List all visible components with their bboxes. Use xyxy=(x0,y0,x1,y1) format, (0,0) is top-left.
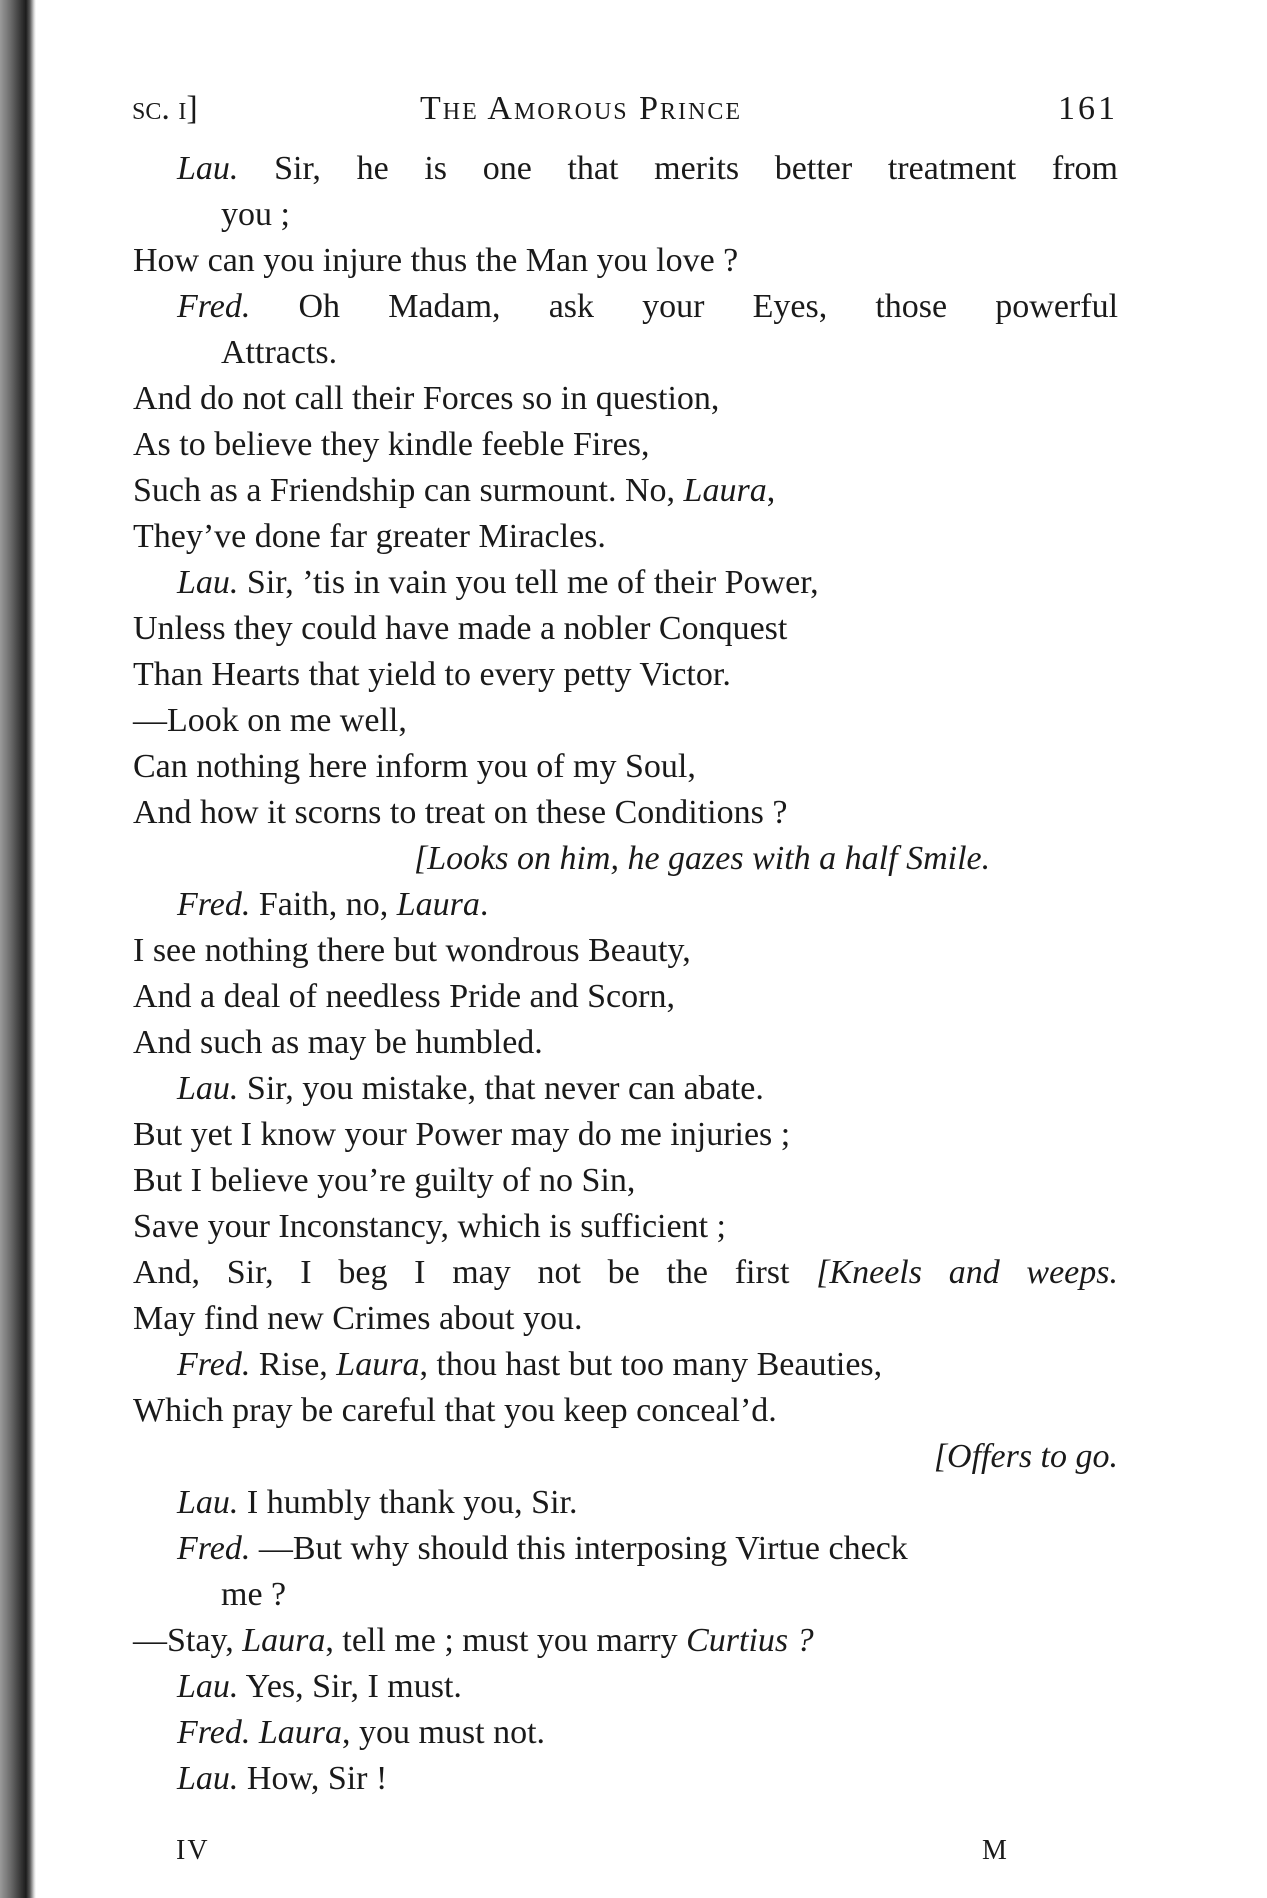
scene-marker: sc. i] xyxy=(132,90,198,127)
text-line xyxy=(133,284,1118,330)
line-text: —Stay, xyxy=(133,1622,243,1659)
line-text-tail: , tell me ; must you marry xyxy=(325,1622,687,1659)
line-text: How, Sir ! xyxy=(246,1760,388,1797)
text-line xyxy=(133,974,1118,1020)
text-line xyxy=(133,376,1118,422)
text-line xyxy=(133,1526,1118,1572)
line-text: May find new Crimes about you. xyxy=(133,1300,583,1337)
line-text: Such as a Friendship can surmount. No, xyxy=(133,472,684,509)
text-line xyxy=(133,1664,1118,1710)
text-line xyxy=(133,1158,1118,1204)
speaker-name: Fred. xyxy=(177,886,251,923)
text-line xyxy=(133,1756,1118,1802)
running-head xyxy=(132,90,1118,140)
line-text: Can nothing here inform you of my Soul, xyxy=(133,748,696,785)
text-line xyxy=(133,698,1118,744)
line-text-tail: , xyxy=(766,472,776,509)
line-text: me ? xyxy=(221,1576,287,1613)
italic-name: Laura xyxy=(242,1622,326,1659)
line-text: They’ve done far greater Miracles. xyxy=(133,518,606,555)
text-line xyxy=(133,1710,1118,1756)
page-number: 161 xyxy=(1058,90,1118,127)
line-text: Than Hearts that yield to every petty Victor. xyxy=(133,656,731,693)
italic-name: Laura xyxy=(336,1346,420,1383)
line-text: Save your Inconstancy, which is sufficient ; xyxy=(133,1208,726,1245)
text-line xyxy=(133,146,1118,192)
line-text: Attracts. xyxy=(221,334,338,371)
text-line xyxy=(133,1250,1118,1296)
line-text: —Look on me well, xyxy=(133,702,407,739)
line-text: , you must not. xyxy=(341,1714,546,1751)
text-line xyxy=(133,560,1118,606)
text-line xyxy=(133,1066,1118,1112)
line-text: Rise, xyxy=(258,1346,337,1383)
speaker-name: Fred. xyxy=(177,288,251,325)
line-text-tail: , thou hast but too many Beauties, xyxy=(419,1346,883,1383)
text-line xyxy=(133,652,1118,698)
text-line xyxy=(133,514,1118,560)
text-line xyxy=(133,1618,1118,1664)
line-text: But yet I know your Power may do me injuries ; xyxy=(133,1116,791,1153)
line-text: And, Sir, I beg I may not be the first xyxy=(133,1254,790,1291)
page-binding-edge xyxy=(0,0,36,1898)
text-line xyxy=(133,1204,1118,1250)
gathering-signature: M xyxy=(982,1835,1007,1866)
line-text: And such as may be humbled. xyxy=(133,1024,543,1061)
stage-direction: [Offers to go. xyxy=(933,1438,1118,1475)
italic-name: Curtius ? xyxy=(686,1622,814,1659)
speaker-name: Lau. xyxy=(177,1484,239,1521)
page-footer xyxy=(132,1835,1118,1875)
line-text: Sir, he is one that merits better treatment from xyxy=(274,150,1118,187)
line-text: —But why should this interposing Virtue check xyxy=(258,1530,908,1567)
text-line xyxy=(133,1296,1118,1342)
text-line xyxy=(133,192,1118,238)
text-line xyxy=(133,790,1118,836)
line-text: I humbly thank you, Sir. xyxy=(246,1484,578,1521)
text-line xyxy=(133,836,1118,882)
line-text: As to believe they kindle feeble Fires, xyxy=(133,426,650,463)
speaker-name: Fred. xyxy=(177,1714,251,1751)
line-text: Yes, Sir, I must. xyxy=(245,1668,462,1705)
line-text: Faith, no, xyxy=(258,886,397,923)
speaker-name: Fred. xyxy=(177,1346,251,1383)
line-text: Oh Madam, ask your Eyes, those powerful xyxy=(298,288,1118,325)
text-line xyxy=(133,1112,1118,1158)
italic-name: Laura xyxy=(683,472,767,509)
italic-name: Laura xyxy=(258,1714,342,1751)
line-text: Unless they could have made a nobler Conquest xyxy=(133,610,788,647)
text-line xyxy=(133,882,1118,928)
text-line xyxy=(133,606,1118,652)
speaker-name: Lau. xyxy=(177,1070,239,1107)
line-text: Sir, you mistake, that never can abate. xyxy=(246,1070,764,1107)
line-text: And do not call their Forces so in question, xyxy=(133,380,720,417)
speaker-name: Lau. xyxy=(177,564,239,601)
book-title: The Amorous Prince xyxy=(420,90,743,127)
speaker-name: Fred. xyxy=(177,1530,251,1567)
volume-signature: IV xyxy=(176,1835,210,1866)
text-line xyxy=(133,422,1118,468)
line-text: How can you injure thus the Man you love ? xyxy=(133,242,739,279)
speaker-name: Lau. xyxy=(177,150,239,187)
text-line xyxy=(133,1572,1118,1618)
play-text xyxy=(133,146,1118,1802)
line-text: And a deal of needless Pride and Scorn, xyxy=(133,978,675,1015)
stage-direction: [Kneels and weeps. xyxy=(816,1254,1118,1291)
text-line xyxy=(133,928,1118,974)
speaker-name: Lau. xyxy=(177,1668,239,1705)
line-text: And how it scorns to treat on these Conditions ? xyxy=(133,794,788,831)
line-text: I see nothing there but wondrous Beauty, xyxy=(133,932,691,969)
text-line xyxy=(133,1480,1118,1526)
line-text: Sir, ’tis in vain you tell me of their Power, xyxy=(246,564,819,601)
line-text-tail: . xyxy=(479,886,489,923)
stage-direction: [Looks on him, he gazes with a half Smile. xyxy=(414,840,991,877)
italic-name: Laura xyxy=(396,886,480,923)
text-line xyxy=(133,744,1118,790)
line-text: Which pray be careful that you keep conceal’d. xyxy=(133,1392,777,1429)
speaker-name: Lau. xyxy=(177,1760,239,1797)
text-line xyxy=(133,1342,1118,1388)
text-line xyxy=(133,1388,1118,1434)
line-text: you ; xyxy=(221,196,290,233)
text-line xyxy=(133,1020,1118,1066)
text-line xyxy=(133,238,1118,284)
line-text: But I believe you’re guilty of no Sin, xyxy=(133,1162,636,1199)
text-line xyxy=(133,1434,1118,1480)
text-line xyxy=(133,330,1118,376)
text-line xyxy=(133,468,1118,514)
